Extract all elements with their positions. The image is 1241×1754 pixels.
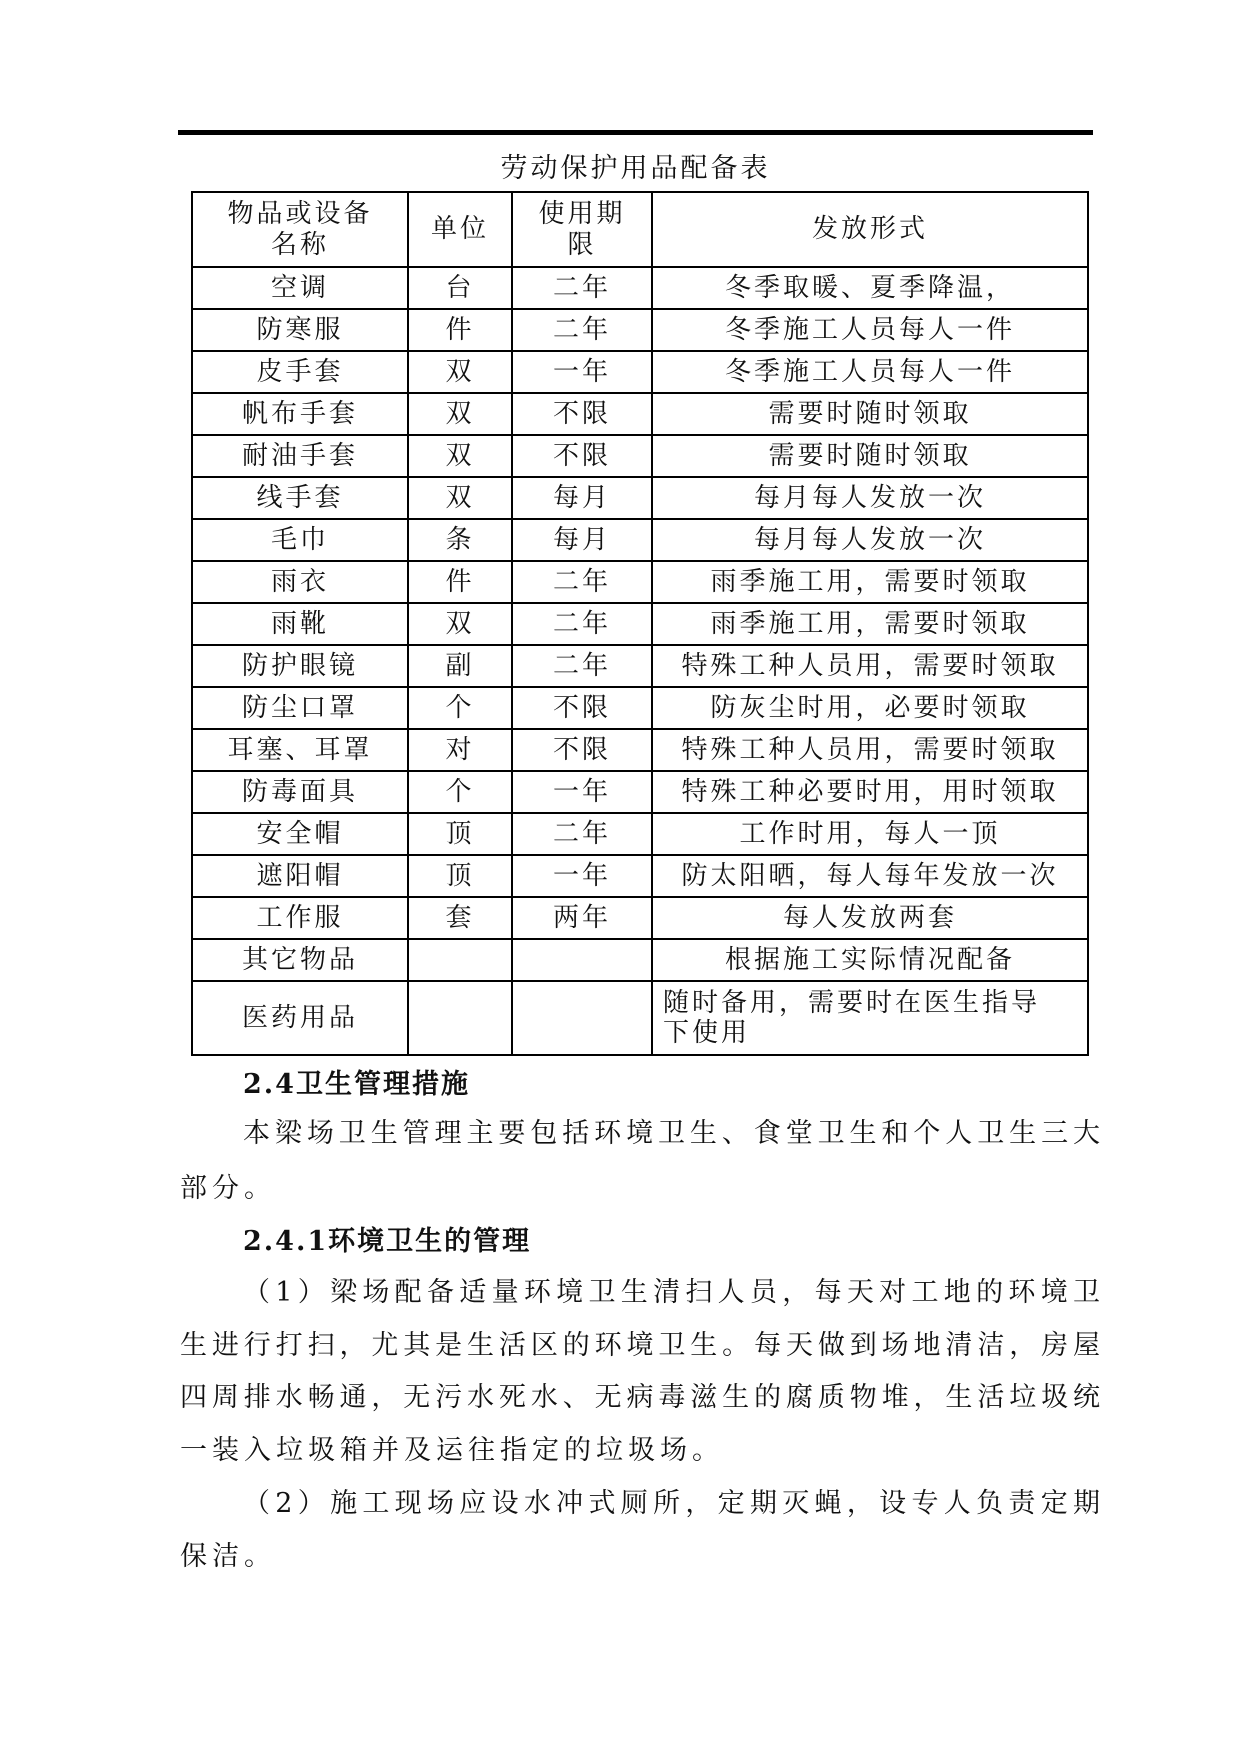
cell-form: 特殊工种人员用，需要时领取 — [652, 729, 1088, 771]
table-row — [192, 393, 1088, 435]
cell-form: 每人发放两套 — [652, 897, 1088, 939]
cell-name: 帆布手套 — [192, 393, 408, 435]
paragraph-line: 四周排水畅通，无污水死水、无病毒滋生的腐质物堆，生活垃圾统 — [180, 1382, 1100, 1413]
cell-period: 二年 — [512, 267, 652, 309]
cell-name: 空调 — [192, 267, 408, 309]
cell-unit: 条 — [408, 519, 512, 561]
table-row — [192, 645, 1088, 687]
cell-unit: 双 — [408, 603, 512, 645]
cell-form: 雨季施工用，需要时领取 — [652, 561, 1088, 603]
table-row — [192, 561, 1088, 603]
cell-name: 雨衣 — [192, 561, 408, 603]
paragraph-line: （1）梁场配备适量环境卫生清扫人员，每天对工地的环境卫 — [243, 1277, 1100, 1308]
cell-period: 不限 — [512, 687, 652, 729]
paragraph-line: 保洁。 — [180, 1541, 276, 1572]
table-row — [192, 351, 1088, 393]
cell-unit: 套 — [408, 897, 512, 939]
cell-name: 遮阳帽 — [192, 855, 408, 897]
table-row — [192, 813, 1088, 855]
cell-form: 特殊工种必要时用，用时领取 — [652, 771, 1088, 813]
cell-unit: 双 — [408, 393, 512, 435]
cell-unit: 双 — [408, 477, 512, 519]
paragraph-line: 生进行打扫，尤其是生活区的环境卫生。每天做到场地清洁，房屋 — [180, 1330, 1100, 1361]
cell-unit: 个 — [408, 687, 512, 729]
cell-unit: 双 — [408, 435, 512, 477]
header-form: 发放形式 — [652, 192, 1088, 267]
cell-unit: 双 — [408, 351, 512, 393]
table-row — [192, 603, 1088, 645]
cell-name: 工作服 — [192, 897, 408, 939]
cell-period: 每月 — [512, 477, 652, 519]
cell-unit — [408, 939, 512, 981]
cell-period: 二年 — [512, 561, 652, 603]
cell-period — [512, 981, 652, 1055]
cell-form: 每月每人发放一次 — [652, 519, 1088, 561]
cell-period — [512, 939, 652, 981]
cell-name: 防护眼镜 — [192, 645, 408, 687]
section-heading-2-4: 2.4卫生管理措施 — [243, 1069, 470, 1100]
cell-name: 线手套 — [192, 477, 408, 519]
cell-name: 皮手套 — [192, 351, 408, 393]
table-row — [192, 855, 1088, 897]
table-row — [192, 687, 1088, 729]
cell-name: 其它物品 — [192, 939, 408, 981]
cell-period: 二年 — [512, 603, 652, 645]
cell-period: 二年 — [512, 645, 652, 687]
paragraph-line: 部分。 — [180, 1173, 276, 1204]
header-name — [192, 192, 408, 267]
cell-form: 冬季施工人员每人一件 — [652, 309, 1088, 351]
cell-period: 每月 — [512, 519, 652, 561]
cell-name: 毛巾 — [192, 519, 408, 561]
header-unit: 单位 — [408, 192, 512, 267]
paragraph-line: 一装入垃圾箱并及运往指定的垃圾场。 — [180, 1435, 724, 1466]
table-row — [192, 477, 1088, 519]
header-rule — [178, 130, 1093, 135]
table-row — [192, 939, 1088, 981]
cell-form: 雨季施工用，需要时领取 — [652, 603, 1088, 645]
cell-form: 根据施工实际情况配备 — [652, 939, 1088, 981]
cell-unit: 台 — [408, 267, 512, 309]
cell-period: 一年 — [512, 351, 652, 393]
cell-form: 需要时随时领取 — [652, 393, 1088, 435]
cell-period: 不限 — [512, 729, 652, 771]
cell-name: 雨靴 — [192, 603, 408, 645]
cell-unit: 件 — [408, 309, 512, 351]
cell-form — [652, 981, 1088, 1055]
cell-unit — [408, 981, 512, 1055]
cell-form-line: 下使用 — [663, 1018, 751, 1048]
cell-name: 医药用品 — [192, 981, 408, 1055]
cell-period: 一年 — [512, 771, 652, 813]
cell-form: 冬季施工人员每人一件 — [652, 351, 1088, 393]
header-period — [512, 192, 652, 267]
cell-unit: 顶 — [408, 855, 512, 897]
table-row — [192, 435, 1088, 477]
paragraph-line: 本梁场卫生管理主要包括环境卫生、食堂卫生和个人卫生三大 — [243, 1118, 1100, 1149]
table-row — [192, 729, 1088, 771]
cell-period: 二年 — [512, 309, 652, 351]
header-name-line: 名称 — [270, 229, 329, 260]
cell-period: 不限 — [512, 435, 652, 477]
header-period-text: 使用期限 — [538, 198, 626, 260]
cell-period: 不限 — [512, 393, 652, 435]
cell-period: 两年 — [512, 897, 652, 939]
table-header-row — [192, 192, 1088, 267]
table-row — [192, 771, 1088, 813]
cell-name: 防尘口罩 — [192, 687, 408, 729]
paragraph-line: （2）施工现场应设水冲式厕所，定期灭蝇，设专人负责定期 — [243, 1488, 1100, 1519]
table-row — [192, 309, 1088, 351]
table-row — [192, 519, 1088, 561]
cell-name: 安全帽 — [192, 813, 408, 855]
cell-form: 防太阳晒，每人每年发放一次 — [652, 855, 1088, 897]
cell-unit: 顶 — [408, 813, 512, 855]
cell-form: 防灰尘时用，必要时领取 — [652, 687, 1088, 729]
cell-unit: 对 — [408, 729, 512, 771]
section-heading-2-4-1: 2.4.1环境卫生的管理 — [243, 1226, 532, 1257]
cell-unit: 副 — [408, 645, 512, 687]
cell-form: 需要时随时领取 — [652, 435, 1088, 477]
cell-period: 二年 — [512, 813, 652, 855]
cell-name: 防寒服 — [192, 309, 408, 351]
cell-period: 一年 — [512, 855, 652, 897]
cell-name: 耐油手套 — [192, 435, 408, 477]
cell-name: 耳塞、耳罩 — [192, 729, 408, 771]
cell-form: 特殊工种人员用，需要时领取 — [652, 645, 1088, 687]
table-row — [192, 981, 1088, 1055]
cell-unit: 个 — [408, 771, 512, 813]
cell-form: 冬季取暖、夏季降温， — [652, 267, 1088, 309]
cell-form-line: 随时备用，需要时在医生指导 — [663, 988, 1041, 1018]
cell-form: 每月每人发放一次 — [652, 477, 1088, 519]
cell-form: 工作时用，每人一顶 — [652, 813, 1088, 855]
cell-name: 防毒面具 — [192, 771, 408, 813]
ppe-table — [191, 191, 1089, 1056]
table-row — [192, 897, 1088, 939]
header-name-line: 物品或设备 — [227, 198, 373, 229]
cell-unit: 件 — [408, 561, 512, 603]
table-row — [192, 267, 1088, 309]
table-title: 劳动保护用品配备表 — [500, 153, 771, 184]
